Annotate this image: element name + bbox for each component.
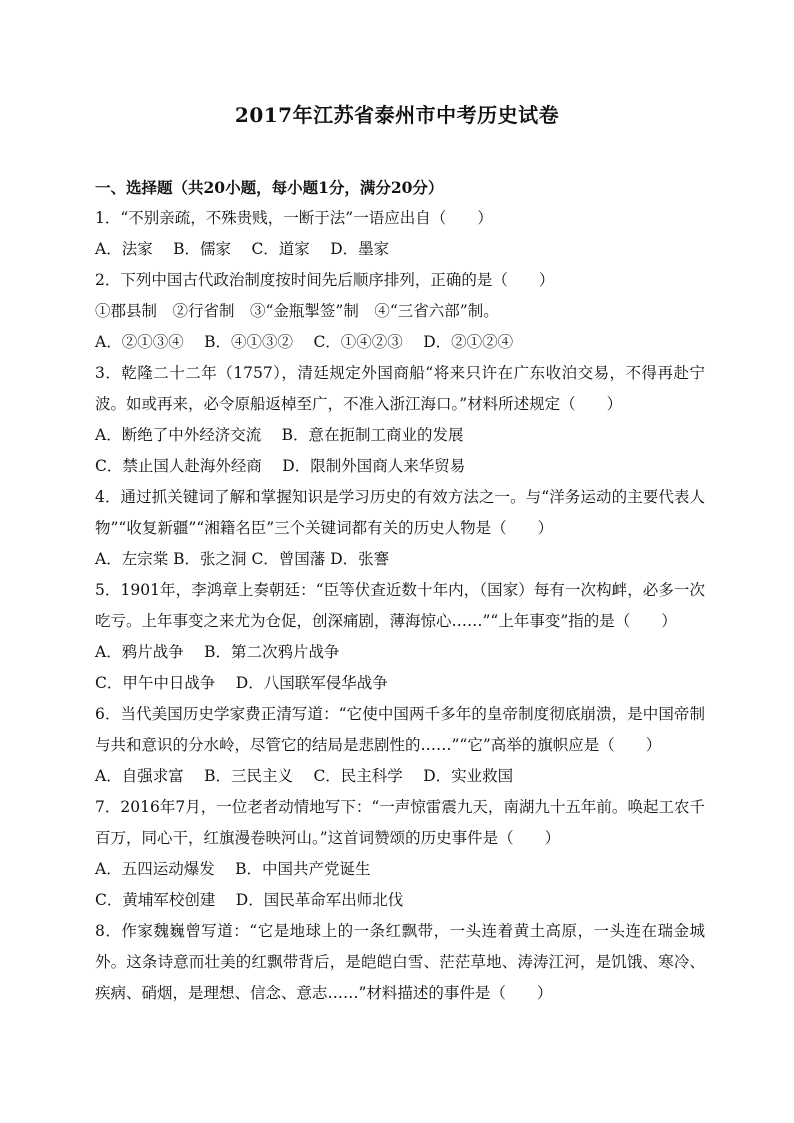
question-2-items: ①郡县制 ②行省制 ③“金瓶掣签”制 ④“三省六部”制。 xyxy=(95,302,499,320)
question-4-stem: 4．通过抓关键词了解和掌握知识是学习历史的有效方法之一。与“洋务运动的主要代表人物”“收复新疆”“湘籍名臣”三个关键词都有关的历史人物是（ ） xyxy=(95,488,705,537)
question-2-options: A．②①③④ B．④①③② C．①④②③ D．②①②④ xyxy=(95,333,514,351)
question-1-stem: 1．“不别亲疏，不殊贵贱，一断于法”一语应出自（ ） xyxy=(95,209,493,227)
question-3-options-row2: C．禁止国人赴海外经商 D．限制外国商人来华贸易 xyxy=(95,457,466,475)
question-1-options: A．法家 B．儒家 C．道家 D．墨家 xyxy=(95,240,390,258)
question-7-options-row1: A．五四运动爆发 B．中国共产党诞生 xyxy=(95,860,371,878)
question-5-options-row2: C．甲午中日战争 D．八国联军侵华战争 xyxy=(95,674,388,692)
question-6-stem: 6．当代美国历史学家费正清写道：“它使中国两千多年的皇帝制度彻底崩溃，是中国帝制与共和意识的分水岭，尽管它的结局是悲剧性的……”“它”高举的旗帜应是（ ） xyxy=(95,705,705,754)
question-5-options-row1: A．鸦片战争 B．第二次鸦片战争 xyxy=(95,643,340,661)
question-2-stem: 2．下列中国古代政治制度按时间先后顺序排列，正确的是（ ） xyxy=(95,271,555,289)
question-8-stem: 8．作家魏巍曾写道：“它是地球上的一条红飘带，一头连着黄土高原，一头连在瑞金城外。这条诗意而壮美的红飘带背后，是皑皑白雪、茫茫草地、涛涛江河，是饥饿、寒冷、疾病、硝烟，是理想、信念、意志……”材料描述的事件是（ ） xyxy=(95,922,705,1002)
question-7-stem: 7．2016年7月，一位老者动情地写下：“一声惊雷震九天，南湖九十五年前。唤起工农千百万，同心干，红旗漫卷映河山。”这首词赞颂的历史事件是（ ） xyxy=(95,798,705,847)
question-3-options-row1: A．断绝了中外经济交流 B．意在扼制工商业的发展 xyxy=(95,426,464,444)
question-7-options-row2: C．黄埔军校创建 D．国民革命军出师北伐 xyxy=(95,891,404,909)
section-heading: 一、选择题（共20小题，每小题1分，满分20分） xyxy=(95,178,444,197)
question-6-options: A．自强求富 B．三民主义 C．民主科学 D．实业救国 xyxy=(95,767,514,785)
question-3-stem: 3．乾隆二十二年（1757），清廷规定外国商船“将来只许在广东收泊交易，不得再赴宁波。如或再来，必令原船返棹至广，不准入浙江海口。”材料所述规定（ ） xyxy=(95,364,705,413)
question-5-stem: 5．1901年，李鸿章上奏朝廷：“臣等伏查近数十年内，（国家）每有一次构衅，必多一次吃亏。上年事变之来尤为仓促，创深痛剧，薄海惊心……”“上年事变”指的是（ ） xyxy=(95,581,705,630)
question-4-options: A．左宗棠 B．张之洞 C．曾国藩 D．张謇 xyxy=(95,550,390,568)
exam-content xyxy=(95,172,705,1009)
exam-title: 2017年江苏省泰州市中考历史试卷 xyxy=(234,103,560,127)
